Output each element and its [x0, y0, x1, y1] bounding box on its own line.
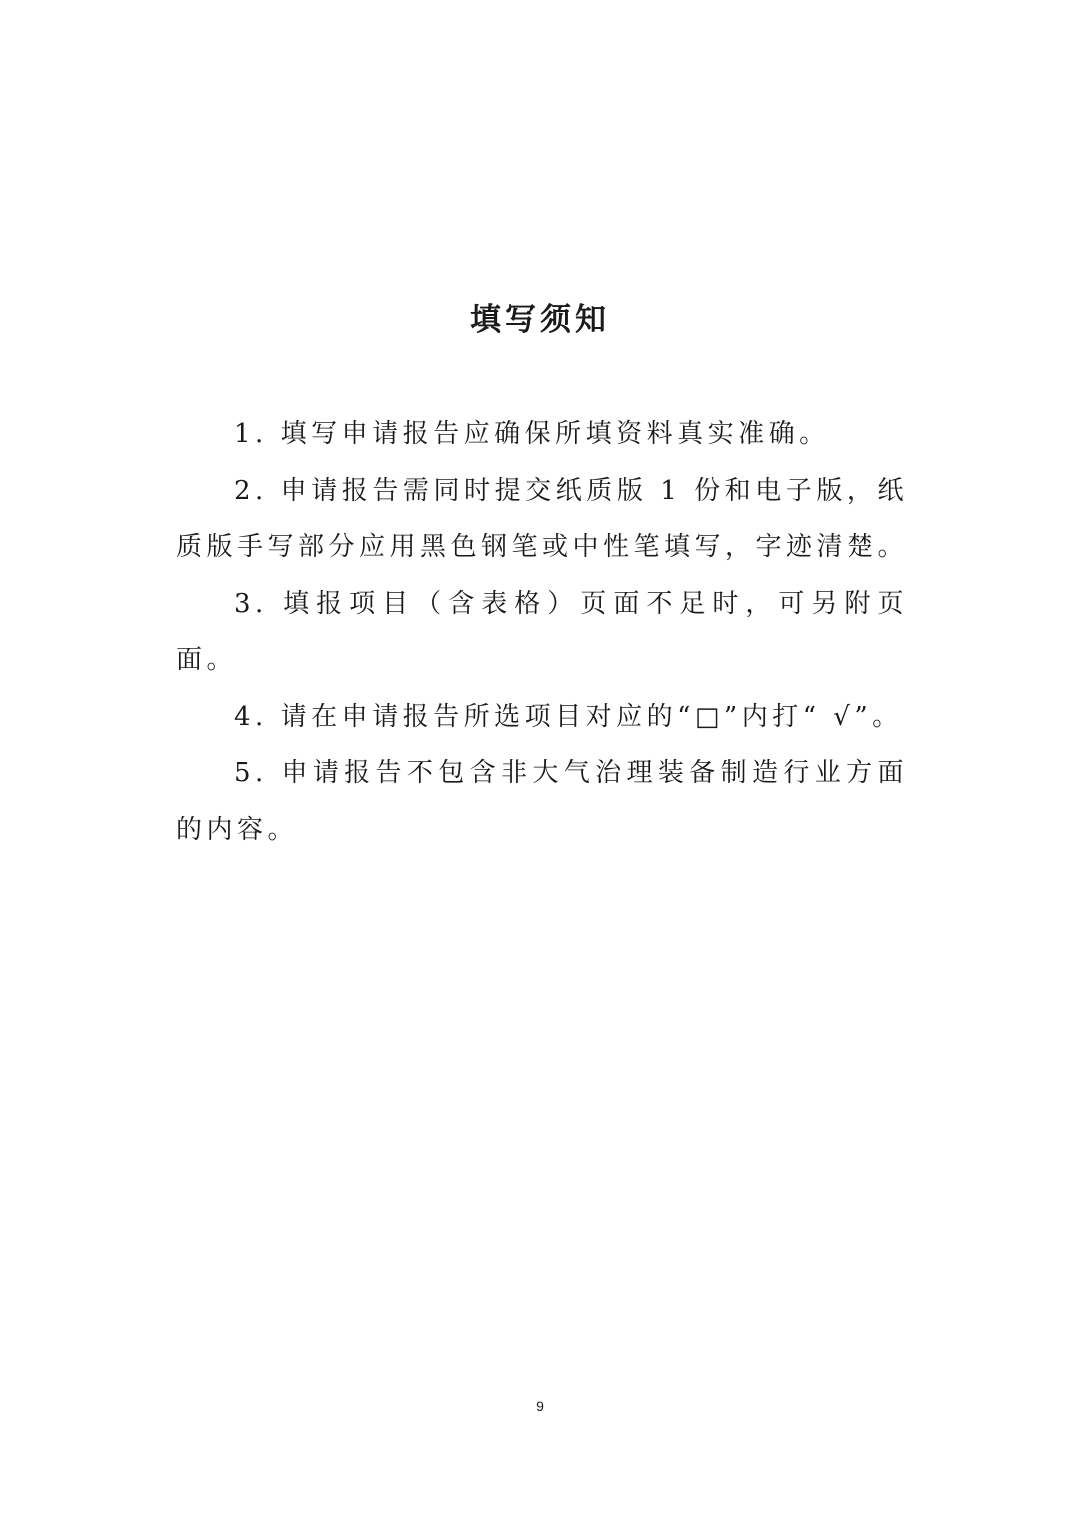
instruction-item-4: 4. 请在申请报告所选项目对应的“□”内打“ √”。 [234, 701, 903, 732]
instruction-item-3: 3. 填报项目（含表格）页面不足时，可另附页面。 [176, 588, 908, 675]
page-title: 填写须知 [470, 302, 610, 338]
page-number: 9 [536, 1398, 544, 1414]
instruction-item-1: 1. 填写申请报告应确保所填资料真实准确。 [234, 419, 830, 449]
instruction-item-5: 5. 申请报告不包含非大气治理装备制造行业方面的内容。 [176, 758, 908, 845]
instructions-list [176, 406, 908, 858]
instruction-item-2: 2. 申请报告需同时提交纸质版 1 份和电子版，纸质版手写部分应用黑色钢笔或中性笔填写，字迹清楚。 [176, 475, 909, 562]
